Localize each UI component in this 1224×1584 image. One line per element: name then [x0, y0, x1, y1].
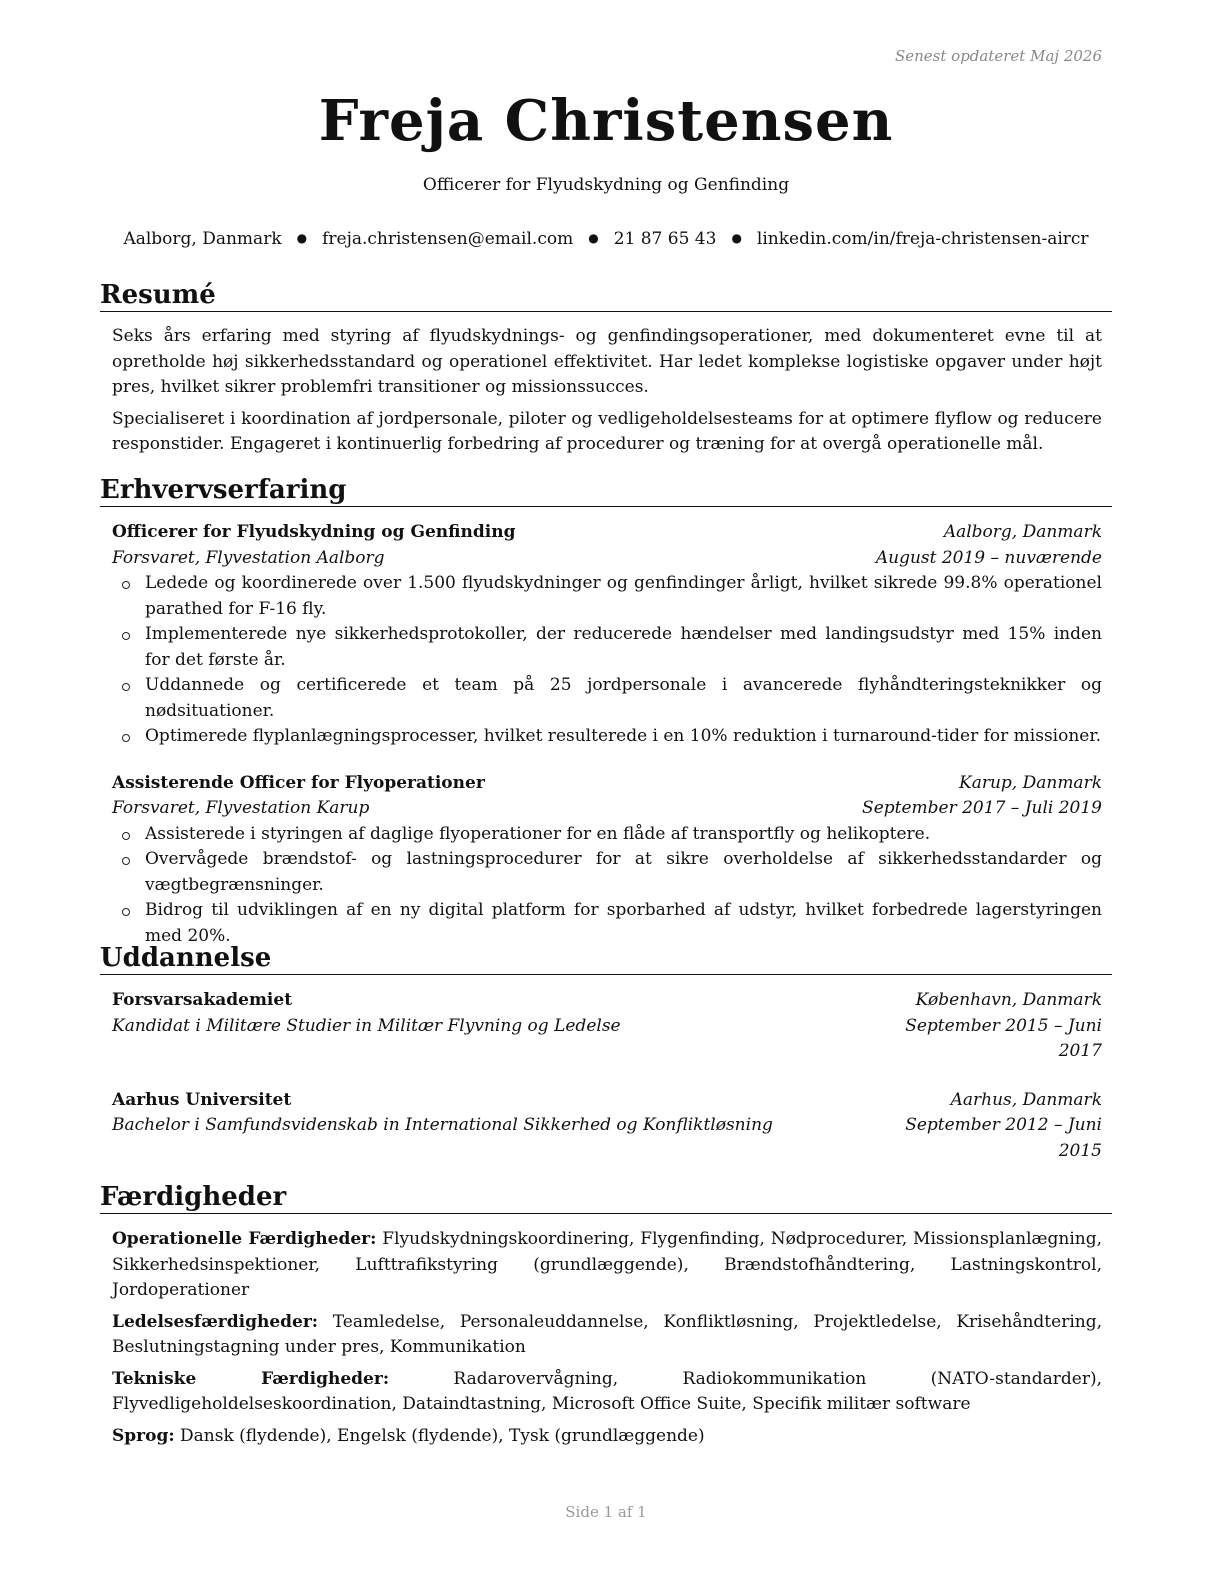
list-item: Uddannede og certificerede et team på 25 jordpersonale i avancerede flyhåndteringsteknikker og nødsituationer.: [112, 673, 1102, 724]
list-item: Assisterede i styringen af daglige flyoperationer for en flåde af transportfly og helikoptere.: [112, 822, 1102, 848]
list-item: Optimerede flyplanlægningsprocesser, hvilket resulterede i en 10% reduktion i turnaround-tider for missioner.: [112, 724, 1102, 750]
school-location: Aarhus, Danmark: [950, 1089, 1102, 1110]
section-heading: Erhvervserfaring: [100, 475, 1112, 507]
job-organization: Forsvaret, Flyvestation Karup: [112, 798, 370, 818]
list-item: Ledede og koordinerede over 1.500 flyudskydninger og genfindinger årligt, hvilket sikrede 99.8% operationel parathed for F-16 fly.: [112, 571, 1102, 622]
last-updated: Senest opdateret Maj 2026: [894, 47, 1102, 65]
skill-text: Flyudskydningskoordinering, Flygenfinding, Nødprocedurer, Missionsplanlægning, Sikkerhedsinspektioner, Lufttrafikstyring (grundlæggende), Brændstofhåndtering, Lastningskontrol, Jordoperationer: [112, 1229, 1102, 1300]
contact-linkedin[interactable]: linkedin.com/in/freja-christensen-aircr: [756, 229, 1089, 249]
candidate-name: Freja Christensen: [318, 88, 894, 154]
bullet-separator-icon: ●: [731, 231, 742, 245]
school-location: København, Danmark: [915, 990, 1102, 1010]
skill-label: Ledelsesfærdigheder:: [112, 1311, 319, 1332]
bullet-separator-icon: ●: [296, 231, 308, 245]
experience-section: [100, 475, 1112, 949]
job-entry: [100, 771, 1112, 950]
bullet-separator-icon: ●: [588, 231, 599, 245]
contact-location: Aalborg, Danmark: [123, 229, 282, 249]
list-item: Overvågede brændstof- og lastningsprocedurer for at sikre overholdelse af sikkerhedsstandarder og vægtbegrænsninger.: [112, 847, 1102, 898]
school-name: Aarhus Universitet: [112, 1089, 292, 1110]
bullet-icon: [122, 632, 130, 640]
bullet-icon: [122, 734, 130, 742]
skill-text: Radarovervågning, Radiokommunikation (NATO-standarder), Flyvedligeholdelseskoordination, Dataindtastning, Microsoft Office Suite, Specifik militær software: [112, 1368, 1102, 1414]
bullet-icon: [122, 683, 130, 691]
skill-label: Sprog:: [112, 1425, 175, 1446]
job-dates: August 2019 – nuværende: [875, 547, 1102, 568]
job-location: Karup, Danmark: [959, 772, 1102, 793]
degree: Kandidat i Militære Studier in Militær Flyvning og Ledelse: [112, 1015, 621, 1036]
section-heading: Resumé: [100, 280, 1112, 312]
section-heading: Færdigheder: [100, 1182, 1112, 1214]
education-entry: [100, 988, 1112, 1065]
job-dates: September 2017 – Juli 2019: [862, 798, 1102, 818]
education-entry: [100, 1088, 1112, 1165]
contact-email[interactable]: freja.christensen@email.com: [322, 229, 574, 249]
skill-group: [112, 1227, 1102, 1304]
bullet-icon: [122, 857, 130, 865]
skill-label: Tekniske Færdigheder:: [112, 1368, 390, 1389]
education-section: [100, 943, 1112, 1164]
job-location: Aalborg, Danmark: [943, 522, 1102, 542]
school-name: Forsvarsakademiet: [112, 990, 293, 1010]
list-item: Bidrog til udviklingen af en ny digital platform for sporbarhed af udstyr, hvilket forbedrede lagerstyringen med 20%.: [112, 898, 1102, 949]
bullet-icon: [122, 832, 130, 840]
education-dates: September 2012 – Juni 2015: [905, 1115, 1102, 1161]
job-role: Assisterende Officer for Flyoperationer: [112, 772, 485, 793]
bullet-icon: [122, 908, 130, 916]
summary-paragraph: Seks års erfaring med styring af flyudskydnings- og genfindingsoperationer, med dokumenteret evne til at opretholde høj sikkerhedsstandard og operationel effektivitet. Har ledet komplekse logistiske opgaver under højt pres, hvilket sikrer problemfri transitioner og missionssucces.: [112, 326, 1102, 397]
summary-section: [100, 280, 1112, 458]
skills-section: [100, 1182, 1112, 1449]
skill-text: Teamledelse, Personaleuddannelse, Konfliktløsning, Projektledelse, Krisehåndtering, Beslutningstagning under pres, Kommunikation: [112, 1311, 1102, 1357]
skill-group: [112, 1367, 1102, 1418]
skill-group: [112, 1310, 1102, 1361]
page-number: Side 1 af 1: [565, 1503, 647, 1521]
job-bullets: [112, 571, 1102, 750]
degree: Bachelor i Samfundsvidenskab in International Sikkerhed og Konfliktløsning: [112, 1115, 773, 1135]
list-item: Implementerede nye sikkerhedsprotokoller, der reducerede hændelser med landingsudstyr med 15% inden for det første år.: [112, 622, 1102, 673]
skill-text: Dansk (flydende), Engelsk (flydende), Tysk (grundlæggende): [180, 1425, 705, 1446]
contact-line: [100, 229, 1112, 249]
summary-paragraph: Specialiseret i koordination af jordpersonale, piloter og vedligeholdelsesteams for at optimere flyflow og reducere responstider. Engageret i kontinuerlig forbedring af procedurer og træning for at overgå operationelle mål.: [112, 408, 1102, 454]
education-dates: September 2015 – Juni 2017: [905, 1015, 1102, 1061]
section-heading: Uddannelse: [100, 943, 1112, 975]
bullet-icon: [122, 581, 130, 589]
job-role: Officerer for Flyudskydning og Genfinding: [112, 522, 516, 542]
contact-phone: 21 87 65 43: [613, 229, 717, 249]
job-entry: [100, 520, 1112, 750]
job-bullets: [112, 822, 1102, 950]
resume-page: [100, 0, 1112, 1584]
candidate-title: Officerer for Flyudskydning og Genfinding: [422, 175, 790, 195]
skill-label: Operationelle Færdigheder:: [112, 1229, 377, 1249]
job-organization: Forsvaret, Flyvestation Aalborg: [112, 547, 385, 568]
skill-group: [112, 1424, 1102, 1450]
